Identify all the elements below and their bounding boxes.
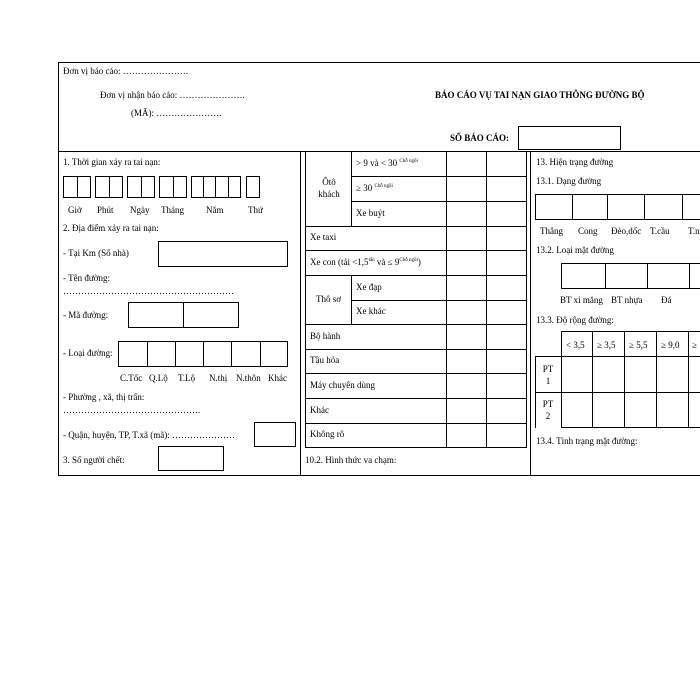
ward-dots: ……………………………………….	[63, 405, 201, 415]
road-form-label: 13.1. Dạng đường	[536, 176, 602, 186]
road-type-other: Khác	[268, 373, 287, 383]
collision-label: 10.2. Hình thức va chạm:	[305, 455, 397, 465]
weekday-label: Thứ	[248, 205, 263, 215]
train-label: Tầu hỏa	[310, 355, 340, 365]
width-ge-9-0: ≥ 9,0	[661, 340, 680, 350]
month-label: Tháng	[161, 205, 184, 215]
street-dots: …………………………………………………	[63, 286, 234, 296]
car-30-plus-label: ≥ 30 $^{Chỗ ngồi}$	[356, 183, 393, 193]
width-row-pt1: PT 1	[542, 364, 554, 386]
road-type-provincial: T.Lộ	[178, 373, 196, 383]
reporting-unit: Đơn vị báo cáo: ………………….	[63, 66, 188, 76]
taxi-label: Xe taxi	[310, 232, 337, 242]
km-label: - Tại Km (Số nhà)	[63, 248, 129, 258]
width-ge-3-5: ≥ 3,5	[597, 340, 616, 350]
hour-label: Giờ	[68, 205, 82, 215]
deaths-label: 3. Số người chết:	[63, 455, 125, 465]
road-form-field[interactable]	[535, 194, 700, 220]
primitive-group-label: Thô sơ	[316, 294, 342, 304]
width-ge-more: ≥	[692, 340, 697, 350]
other-primitive-label: Xe khác	[356, 306, 386, 316]
car-9-30-label: > 9 và < 30 $^{Chỗ ngồi}$	[356, 158, 418, 168]
width-row-pt2: PT 2	[542, 399, 554, 421]
road-type-rural: N.thôn	[236, 373, 261, 383]
road-type-urban: N.thị	[209, 373, 228, 383]
unit-code: (MÃ): ………………….	[131, 108, 222, 118]
header-divider	[58, 151, 700, 152]
day-label: Ngày	[130, 205, 150, 215]
width-label: 13.3. Độ rộng đường:	[536, 315, 614, 325]
bicycle-label: Xe đạp	[356, 282, 382, 292]
road-form-slope: Đèo,dốc	[611, 226, 642, 236]
road-form-straight: Thẳng	[540, 226, 563, 236]
special-machine-label: Máy chuyên dùng	[310, 380, 375, 390]
road-code-label: - Mã đường:	[63, 310, 109, 320]
report-number-label: SỐ BÁO CÁO:	[450, 133, 510, 143]
car-group-label: Ôtô khách	[318, 177, 340, 199]
surface-state-label: 13.4. Tình trạng mặt đường:	[536, 436, 638, 446]
weekday-field[interactable]	[246, 176, 260, 198]
pedestrian-label: Bộ hành	[310, 331, 341, 341]
unknown-label: Không rõ	[310, 429, 345, 439]
column-divider-2	[530, 151, 531, 476]
road-type-expressway: C.Tốc	[120, 373, 143, 383]
minute-label: Phút	[97, 205, 114, 215]
column-divider-1	[300, 151, 301, 476]
width-ge-5-5: ≥ 5,5	[629, 340, 648, 350]
road-type-label: - Loại đường:	[63, 348, 113, 358]
road-state-label: 13. Hiện trạng đường	[536, 157, 614, 167]
road-form-tunnel: T.n	[688, 226, 700, 236]
surface-label: 13.2. Loại mặt đường	[536, 245, 614, 255]
receiving-unit: Đơn vị nhận báo cáo: ………………….	[100, 90, 245, 100]
surface-asphalt: BT nhựa	[611, 295, 643, 305]
district-code-field[interactable]	[254, 422, 296, 447]
place-label: 2. Địa điểm xảy ra tai nạn:	[63, 223, 159, 233]
width-lt-3-5: < 3,5	[566, 340, 585, 350]
road-form-bridge: T.cầu	[650, 226, 670, 236]
surface-field[interactable]	[561, 263, 700, 289]
year-label: Năm	[206, 205, 224, 215]
report-number-field[interactable]	[518, 126, 621, 150]
time-label: 1. Thời gian xảy ra tai nạn:	[63, 157, 161, 167]
road-form-curve: Cong	[578, 226, 598, 236]
year-field[interactable]	[191, 176, 241, 198]
street-label: - Tên đường:	[63, 273, 110, 283]
road-type-national: Q.Lộ	[149, 373, 168, 383]
surface-concrete: BT xi măng	[560, 295, 603, 305]
other-label: Khác	[310, 405, 329, 415]
bus-label: Xe buýt	[356, 208, 385, 218]
ward-label: - Phường , xã, thị trấn:	[63, 392, 145, 402]
page-title: BÁO CÁO VỤ TAI NẠN GIAO THÔNG ĐƯỜNG BỘ	[435, 90, 645, 100]
deaths-field[interactable]	[158, 446, 224, 471]
district-label: - Quận, huyện, TP, T.xã (mã): …………………	[63, 430, 235, 440]
km-field[interactable]	[158, 241, 288, 267]
surface-stone: Đá	[661, 295, 672, 305]
small-car-label: Xe con (tải $<1,5^{tấn}$ và ≤ $9^{Chỗ ngồi}$)	[310, 257, 421, 267]
